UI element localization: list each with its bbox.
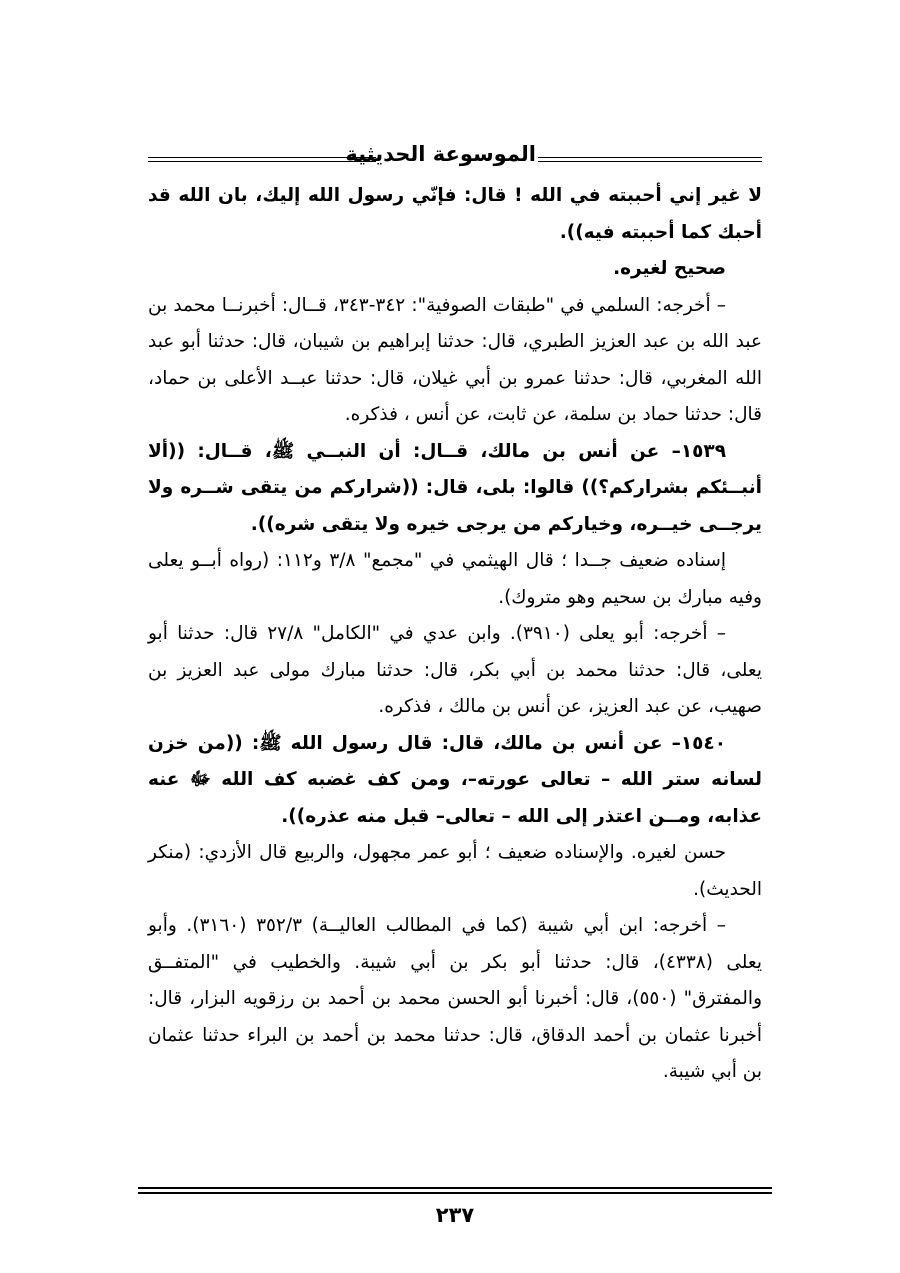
header-title: الموسوعة الحديثية [345, 142, 536, 166]
footer-rule-bottom [138, 1192, 772, 1194]
takhrij-paragraph: – أخرجه: السلمي في "طبقات الصوفية": ٣٤٢-٣٤٣، قــال: أخبرنــا محمد بن عبد الله بن عبد العزيز الطبري، قال: حدثنا إبراهيم بن شيبان، قال: حدثنا أبو عبد الله المغربي، قال: حدثنا عمرو بن أبي غيلان، قال: حدثنا عبــد الأعلى بن حماد، قال: حدثنا حماد بن سلمة، عن ثابت، عن أنس ، فذكره. [148, 294, 762, 425]
grading: إسناده ضعيف جــدا ؛ قال الهيثمي في "مجمع" ٣/٨ و١١٢: (رواه أبــو يعلى وفيه مبارك بن سحيم وهو متروك). [148, 550, 762, 608]
takhrij-paragraph: – أخرجه: أبو يعلى (٣٩١٠). وابن عدي في "الكامل" ٢٧/٨ قال: حدثنا أبو يعلى، قال: حدثنا محمد بن أبي بكر، قال: حدثنا مبارك مولى عبد العزيز بن صهيب، عن عبد العزيز، عن أنس بن مالك ، فذكره. [148, 623, 762, 717]
document-page [148, 0, 762, 1273]
takhrij-paragraph: – أخرجه: ابن أبي شيبة (كما في المطالب العاليــة) ٣٥٢/٣ (٣١٦٠). وأبو يعلى (٤٣٣٨)، قال: حدثنا أبو بكر بن أبي شيبة. والخطيب في "المتفــق والمفترق" (٥٥٠)، قال: أخبرنا أبو الحسن محمد بن أحمد بن رزقويه البزار، قال: أخبرنا عثمان بن أحمد الدقاق، قال: حدثنا محمد بن أحمد بن البراء حدثنا عثمان بن أبي شيبة. [148, 915, 763, 1082]
page-body [148, 178, 762, 1091]
running-header [148, 140, 762, 180]
hadith-continuation: لا غير إني أحببته في الله ! قال: فإنّي رسول الله إليك، بان الله قد أحبك كما أحببته فيه)). [148, 185, 762, 243]
footer-rule-top [138, 1187, 772, 1189]
header-rule-left-bottom [148, 161, 376, 162]
header-rule-right-top [538, 157, 762, 158]
grading: حسن لغيره. والإسناده ضعيف ؛ أبو عمر مجهول، والربيع قال الأزدي: (منكر الحديث). [148, 842, 762, 900]
page-number: ٢٣٧ [435, 1203, 475, 1227]
hadith-1540: ١٥٤٠– عن أنس بن مالك، قال: قال رسول الله ﷺ: ((من خزن لسانه ستر الله – تعالى عورته–، ومن كف غضبه كف الله ﷻ عنه عذابه، ومــن اعتذر إلى الله – تعالى– قبل منه عذره)). [148, 732, 762, 827]
header-rule-left-top [148, 157, 376, 158]
hadith-1539: ١٥٣٩– عن أنس بن مالك، قــال: أن النبــي ﷺ، قــال: ((ألا أنبــئكم بشراركم؟)) قالوا: بلى، قال: ((شراركم من يتقى شــره ولا يرجــى خيــره، وخياركم من يرجى خيره ولا يتقى شره)). [148, 440, 762, 535]
grading: صحيح لغيره. [613, 258, 726, 279]
header-rule-right-bottom [538, 161, 762, 162]
